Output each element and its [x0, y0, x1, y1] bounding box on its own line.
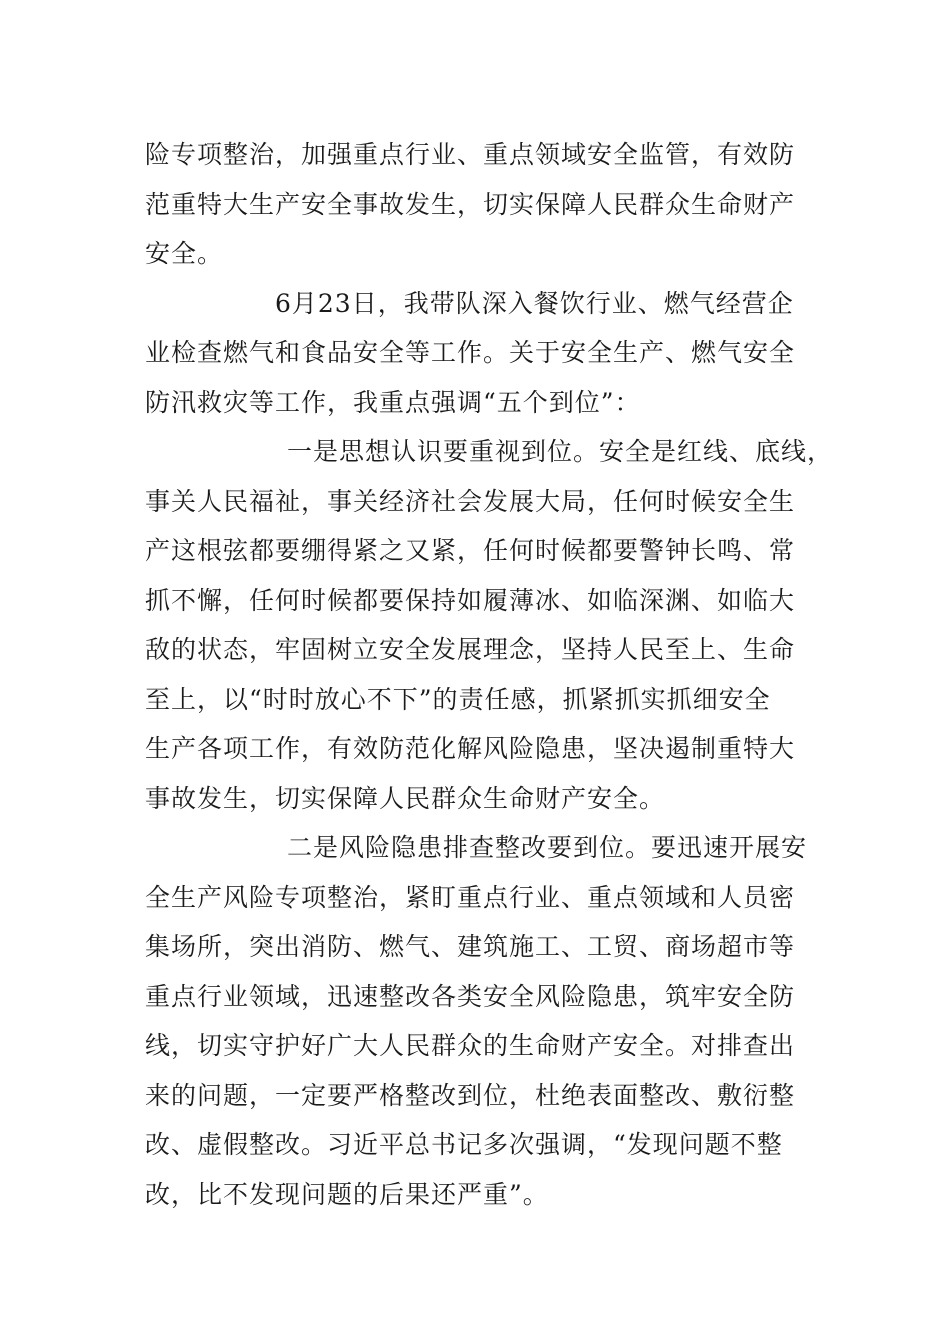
text-line: 抓不懈，任何时候都要保持如履薄冰、如临深渊、如临大 [145, 585, 796, 615]
text-line: 一是思想认识要重视到位。安全是红线、底线， [287, 437, 834, 466]
text-line: 至上，以“时时放心不下”的责任感，抓紧抓实抓细安全 [145, 684, 771, 714]
text-line: 全生产风险专项整治，紧盯重点行业、重点领域和人员密 [145, 882, 796, 912]
paragraph-3 [145, 427, 834, 823]
text-line: 改、虚假整改。习近平总书记多次强调，“发现问题不整 [145, 1130, 783, 1159]
text-line: 线，切实守护好广大人民群众的生命财产安全。对排查出 [145, 1031, 796, 1060]
text-line: 二是风险隐患排查整改要到位。要迅速开展安 [287, 833, 808, 862]
text-line: 生产各项工作，有效防范化解风险隐患，坚决遏制重特大 [145, 734, 796, 763]
text-line: 重点行业领域，迅速整改各类安全风险隐患，筑牢安全防 [145, 981, 796, 1011]
paragraph-4 [145, 823, 825, 1219]
text-line: 范重特大生产安全事故发生，切实保障人民群众生命财产 [145, 189, 796, 219]
text-line: 业检查燃气和食品安全等工作。关于安全生产、燃气安全 [145, 338, 796, 367]
text-line: 事故发生，切实保障人民群众生命财产安全。 [145, 783, 666, 813]
text-line: 改，比不发现问题的后果还严重”。 [145, 1179, 549, 1209]
text-line: 防汛救灾等工作，我重点强调“五个到位”： [145, 387, 641, 417]
text-line: 6月23日，我带队深入餐饮行业、燃气经营企 [275, 288, 794, 318]
text-line: 事关人民福祉，事关经济社会发展大局，任何时候安全生 [145, 486, 796, 516]
paragraph-2 [145, 279, 825, 428]
text-line: 产这根弦都要绷得紧之又紧，任何时候都要警钟长鸣、常 [145, 536, 796, 565]
text-line: 险专项整治，加强重点行业、重点领域安全监管，有效防 [145, 140, 796, 169]
document-body [145, 130, 834, 1219]
paragraph-1 [145, 130, 825, 279]
text-line: 集场所，突出消防、燃气、建筑施工、工贸、商场超市等 [145, 932, 796, 961]
text-line: 敌的状态，牢固树立安全发展理念，坚持人民至上、生命 [145, 635, 796, 664]
text-line: 安全。 [145, 239, 224, 268]
text-line: 来的问题，一定要严格整改到位，杜绝表面整改、敷衍整 [145, 1080, 796, 1110]
